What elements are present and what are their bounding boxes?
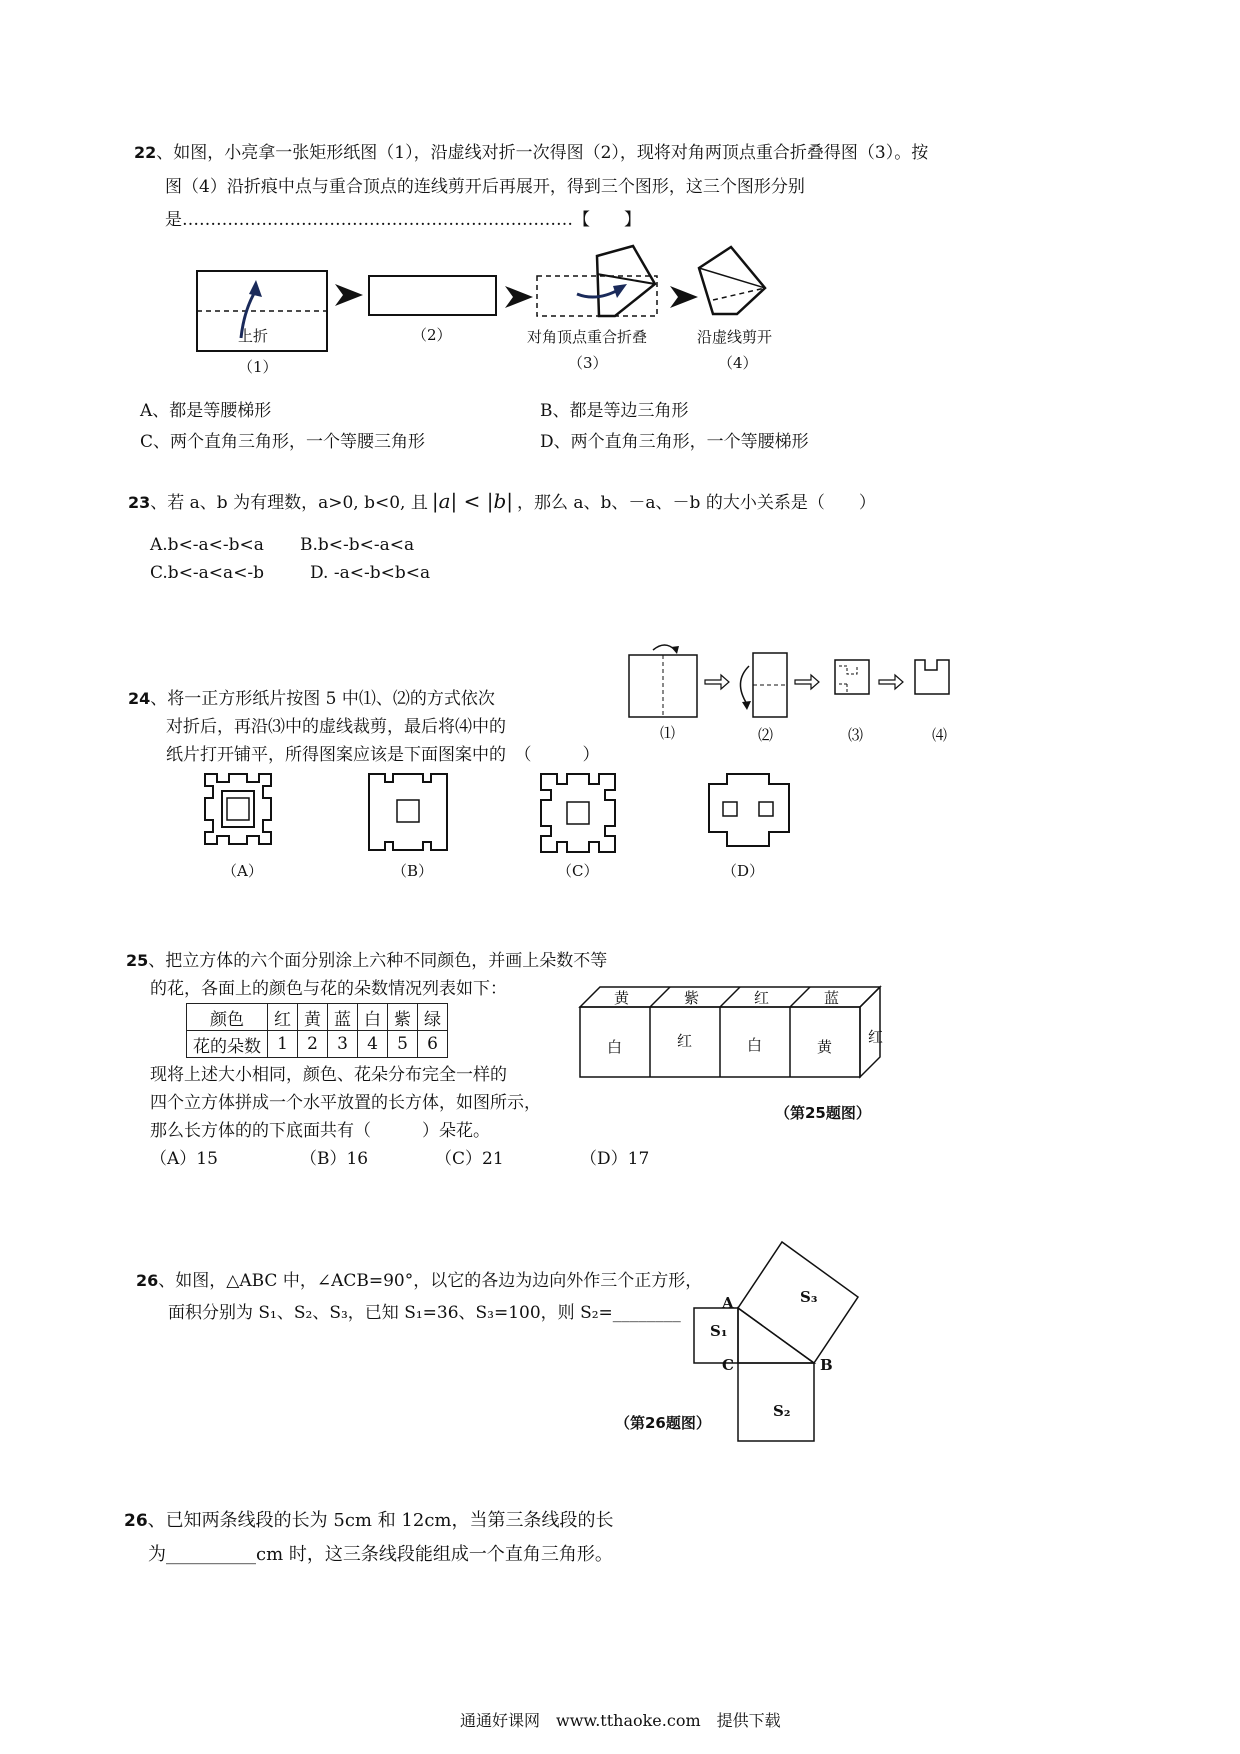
q24-choice-b-label: （B） <box>392 862 434 880</box>
table-cell: 蓝 <box>328 1004 358 1031</box>
q24-line1 <box>128 688 495 710</box>
q22-fig3 <box>535 244 675 324</box>
q23-stem-pre: 、若 a、b 为有理数，a>0, b<0, 且 <box>150 493 428 513</box>
q26a-fig-caption: （第26题图） <box>615 1414 711 1432</box>
q26a-stem1: 、如图，△ABC 中，∠ACB=90°，以它的各边为边向外作三个正方形， <box>158 1271 703 1291</box>
q25-line1 <box>126 950 607 972</box>
q22-arrow-2 <box>505 286 533 308</box>
q25-option-c: （C）21 <box>435 1149 504 1169</box>
table-row <box>187 1004 448 1031</box>
q25-line4: 四个立方体拼成一个水平放置的长方体，如图所示， <box>150 1093 541 1113</box>
q25-line5: 那么长方体的的下底面共有（ ）朵花。 <box>150 1121 490 1141</box>
q22-stem1: 、如图，小亮拿一张矩形纸图（1），沿虚线对折一次得图（2），现将对角两顶点重合折叠得图（3）。按 <box>156 143 929 163</box>
q24-stem1: 、将一正方形纸片按图 5 中⑴、⑵的方式依次 <box>150 689 495 709</box>
table-cell: 白 <box>358 1004 388 1031</box>
table-cell: 4 <box>358 1031 388 1058</box>
q24-choice-a-label: （A） <box>222 862 263 880</box>
table-cell: 2 <box>298 1031 328 1058</box>
q23-stem-post: ，那么 a、b、－a、－b 的大小关系是（ ） <box>517 493 876 513</box>
q22-fig4-label: （4） <box>718 354 758 372</box>
q22-fig4 <box>695 244 775 319</box>
q22-option-a: A、都是等腰梯形 <box>140 401 272 421</box>
q22-line1 <box>134 142 928 164</box>
q26b-line1 <box>124 1510 614 1532</box>
q22-fig2 <box>368 275 498 317</box>
q22-arrow-3 <box>670 286 698 308</box>
q26a-number: 26 <box>136 1271 159 1290</box>
q25-top-face-2: 紫 <box>684 989 700 1007</box>
q25-option-a: （A）15 <box>150 1149 218 1169</box>
q24-fold-sequence <box>625 640 970 720</box>
q22-arrow-1 <box>335 284 363 306</box>
q26a-label-s2: S₂ <box>773 1402 791 1420</box>
q24-choice-c-figure <box>535 770 625 860</box>
q25-flower-table <box>186 1003 448 1058</box>
q26b-stem1: 、已知两条线段的长为 5cm 和 12cm，当第三条线段的长 <box>147 1510 614 1531</box>
q24-choice-a-figure <box>195 770 285 860</box>
q25-front-face-3: 白 <box>747 1036 763 1054</box>
q26a-label-b: B <box>820 1356 833 1374</box>
q23-option-d: D. -a<-b<b<a <box>310 563 431 583</box>
q24-line3: 纸片打开铺平，所得图案应该是下面图案中的 （ ） <box>166 745 600 765</box>
q26a-label-s3: S₃ <box>800 1288 818 1306</box>
q26a-label-c: C <box>722 1356 734 1374</box>
q22-fig4-caption: 沿虚线剪开 <box>697 328 773 346</box>
q25-front-face-2: 红 <box>677 1032 693 1050</box>
q25-option-b: （B）16 <box>300 1149 369 1169</box>
q23-number: 23 <box>128 493 151 512</box>
q22-line3: 是……………………………………………………………【 】 <box>165 210 641 230</box>
q25-top-face-4: 蓝 <box>824 989 840 1007</box>
q24-fig-label-2: ⑵ <box>758 726 774 744</box>
q26a-line2: 面积分别为 S₁、S₂、S₃，已知 S₁=36、S₃=100，则 S₂=________ <box>168 1303 681 1323</box>
q25-stem1: 、把立方体的六个面分别涂上六种不同颜色，并画上朵数不等 <box>148 951 608 971</box>
table-cell: 1 <box>268 1031 298 1058</box>
q22-line2: 图（4）沿折痕中点与重合顶点的连线剪开后再展开，得到三个图形，这三个图形分别 <box>165 177 805 197</box>
q26b-number: 26 <box>124 1511 148 1531</box>
q25-top-face-3: 红 <box>754 989 770 1007</box>
q23-option-a: A.b<-a<-b<a <box>150 535 264 555</box>
table-cell: 黄 <box>298 1004 328 1031</box>
q25-number: 25 <box>126 951 149 970</box>
table-cell: 绿 <box>418 1004 448 1031</box>
q24-fig-label-1: ⑴ <box>660 724 676 742</box>
q24-fig-label-4: ⑷ <box>932 726 948 744</box>
table-cell: 颜色 <box>187 1004 268 1031</box>
q24-fig-label-3: ⑶ <box>848 726 864 744</box>
q25-front-face-4: 黄 <box>817 1038 833 1056</box>
q24-choice-d-label: （D） <box>722 862 765 880</box>
q26a-line1 <box>136 1270 702 1292</box>
q25-front-face-1: 白 <box>607 1038 623 1056</box>
table-cell: 5 <box>388 1031 418 1058</box>
q26a-label-a: A <box>722 1294 734 1312</box>
page-footer: 通通好课网 www.tthaoke.com 提供下载 <box>460 1711 781 1730</box>
q26b-line2: 为__________cm 时，这三条线段能组成一个直角三角形。 <box>148 1544 613 1565</box>
q23-abs-expr: |a| < |b| <box>431 489 513 513</box>
q22-option-c: C、两个直角三角形，一个等腰三角形 <box>140 432 426 452</box>
table-cell: 3 <box>328 1031 358 1058</box>
q25-fig-caption: （第25题图） <box>775 1104 871 1122</box>
q25-top-face-1: 黄 <box>614 989 630 1007</box>
q22-fig1-text: 上折 <box>238 327 269 345</box>
q22-fig3-label: （3） <box>568 354 608 372</box>
q24-number: 24 <box>128 689 151 708</box>
q22-fig1-label: （1） <box>238 358 278 376</box>
q22-number: 22 <box>134 143 157 162</box>
q24-choice-c-label: （C） <box>557 862 599 880</box>
q24-line2: 对折后，再沿⑶中的虚线裁剪，最后将⑷中的 <box>166 717 506 737</box>
q23-option-b: B.b<-b<-a<a <box>300 535 415 555</box>
q24-choice-b-figure <box>365 770 455 860</box>
q26a-label-s1: S₁ <box>710 1322 728 1340</box>
table-cell: 红 <box>268 1004 298 1031</box>
table-cell: 花的朵数 <box>187 1031 268 1058</box>
q22-fig3-caption: 对角顶点重合折叠 <box>527 328 648 346</box>
table-cell: 紫 <box>388 1004 418 1031</box>
q25-option-d: （D）17 <box>580 1149 650 1169</box>
table-row <box>187 1031 448 1058</box>
q24-choice-d-figure <box>705 770 805 860</box>
table-cell: 6 <box>418 1031 448 1058</box>
q22-option-b: B、都是等边三角形 <box>540 401 689 421</box>
q22-fig2-label: （2） <box>412 326 452 344</box>
q23-line1 <box>128 490 876 514</box>
q25-side-face: 红 <box>868 1028 884 1046</box>
q22-option-d: D、两个直角三角形，一个等腰梯形 <box>540 432 809 452</box>
q23-option-c: C.b<-a<a<-b <box>150 563 265 583</box>
q26a-squares-figure <box>690 1228 870 1458</box>
q25-line2: 的花，各面上的颜色与花的朵数情况列表如下： <box>150 979 507 999</box>
q25-line3: 现将上述大小相同，颜色、花朵分布完全一样的 <box>150 1065 507 1085</box>
